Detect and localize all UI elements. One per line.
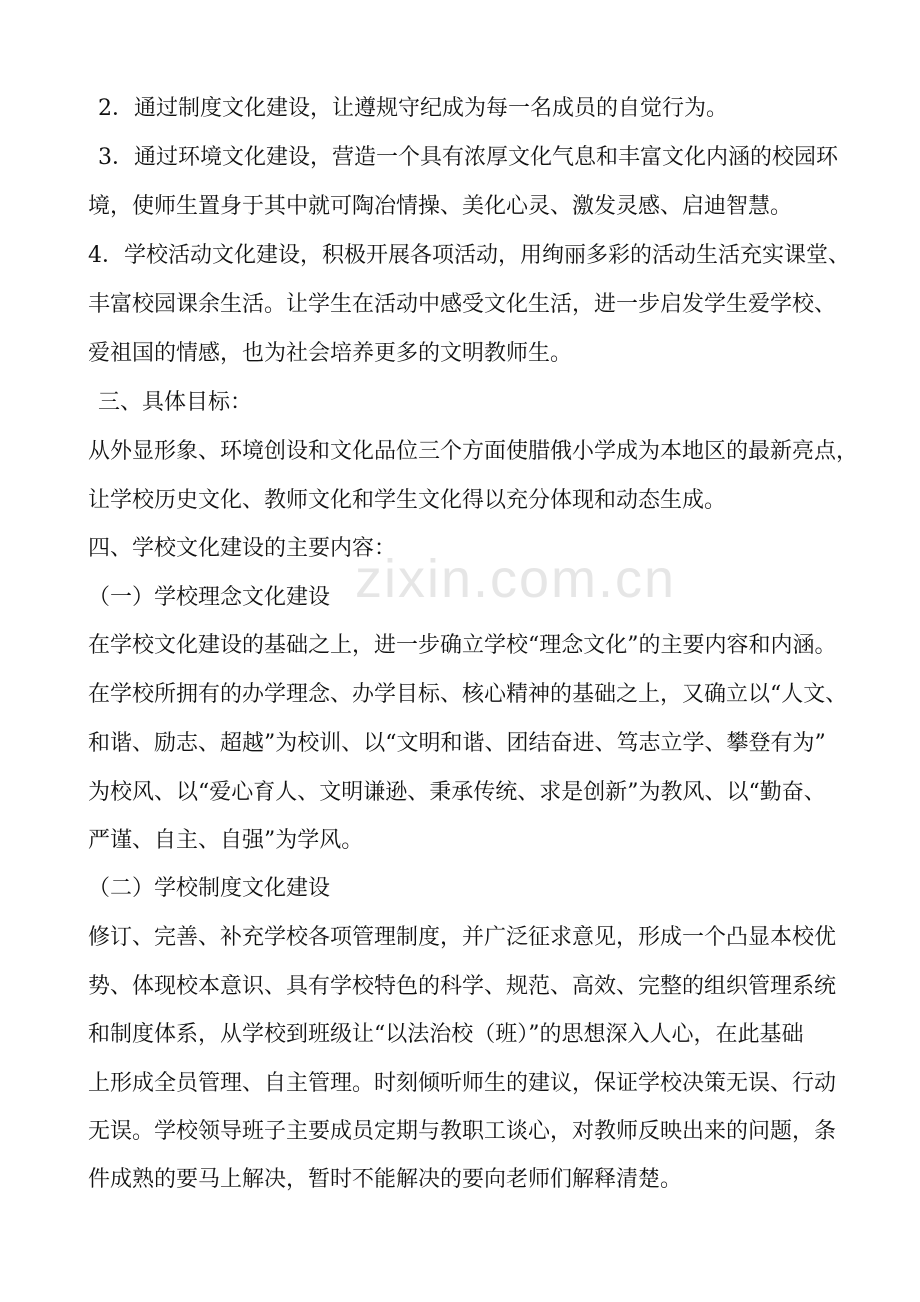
paragraph-line: 上形成全员管理、自主管理。时刻倾听师生的建议，保证学校决策无误、行动 <box>88 1071 837 1096</box>
watermark: zixin.com.cn <box>355 549 677 609</box>
paragraph-line: 为校风、以“爱心育人、文明谦逊、秉承传统、求是创新”为教风、以“勤奋、 <box>88 780 826 805</box>
paragraph-line: 修订、完善、补充学校各项管理制度，并广泛征求意见，形成一个凸显本校优 <box>88 925 837 950</box>
subsection-heading: （二）学校制度文化建设 <box>88 876 331 901</box>
paragraph-line: 在学校文化建设的基础之上，进一步确立学校“理念文化”的主要内容和内涵。 <box>88 633 837 658</box>
paragraph-line: 严谨、自主、自强”为学风。 <box>88 828 364 853</box>
paragraph-line: 无误。学校领导班子主要成员定期与教职工谈心，对教师反映出来的问题，条 <box>88 1119 837 1144</box>
paragraph-line: 境，使师生置身于其中就可陶冶情操、美化心灵、激发灵感、启迪智慧。 <box>88 194 793 219</box>
section-heading: 四、学校文化建设的主要内容： <box>88 536 397 561</box>
paragraph-line: 2．通过制度文化建设，让遵规守纪成为每一名成员的自觉行为。 <box>98 96 728 121</box>
paragraph-line: 在学校所拥有的办学理念、办学目标、核心精神的基础之上，又确立以“人文、 <box>88 682 848 707</box>
subsection-heading: （一）学校理念文化建设 <box>88 585 331 610</box>
paragraph-line: 件成熟的要马上解决，暂时不能解决的要向老师们解释清楚。 <box>88 1167 683 1192</box>
paragraph-line: 和谐、励志、超越”为校训、以“文明和谐、团结奋进、笃志立学、攀登有为” <box>88 731 826 756</box>
paragraph-line: 丰富校园课余生活。让学生在活动中感受文化生活，进一步启发学生爱学校、 <box>88 292 837 317</box>
paragraph-line: 让学校历史文化、教师文化和学生文化得以充分体现和动态生成。 <box>88 488 727 513</box>
paragraph-line: 和制度体系，从学校到班级让“以法治校（班）”的思想深入人心，在此基础 <box>88 1022 804 1047</box>
paragraph-line: 从外显形象、环境创设和文化品位三个方面使腊俄小学成为本地区的最新亮点， <box>88 439 859 464</box>
paragraph-line: 爱祖国的情感，也为社会培养更多的文明教师生。 <box>88 341 573 366</box>
section-heading: 三、具体目标： <box>98 390 253 415</box>
paragraph-line: 4．学校活动文化建设，积极开展各项活动，用绚丽多彩的活动生活充实课堂、 <box>88 243 850 268</box>
paragraph-line: 势、体现校本意识、具有学校特色的科学、规范、高效、完整的组织管理系统 <box>88 974 837 999</box>
paragraph-line: 3．通过环境文化建设，营造一个具有浓厚文化气息和丰富文化内涵的校园环 <box>98 145 838 170</box>
